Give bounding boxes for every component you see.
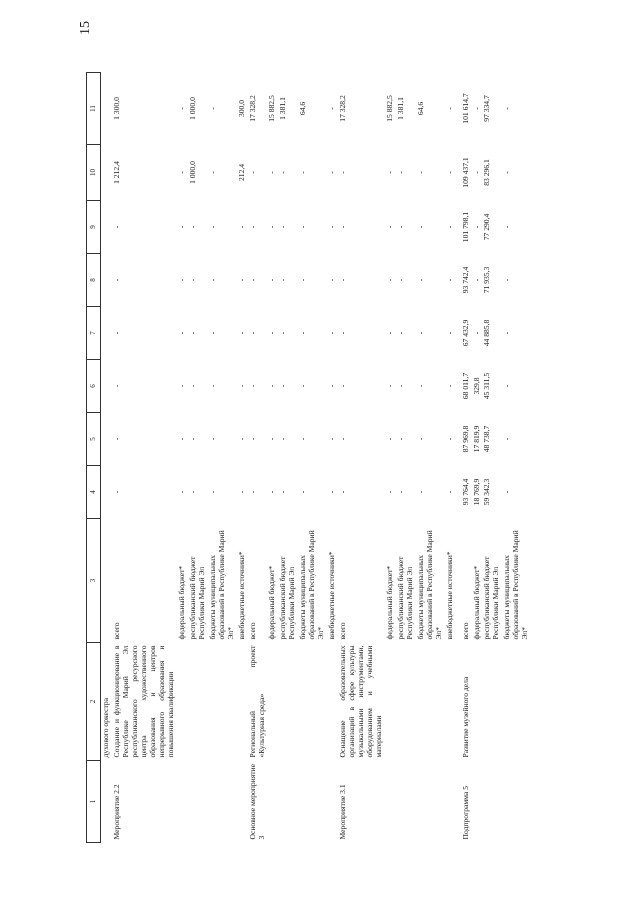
item-title-cell <box>385 643 396 761</box>
value-cell: - <box>415 437 425 441</box>
funding-source-cell: федеральный бюджет* <box>471 565 481 640</box>
header-cell: 5 <box>87 413 101 466</box>
value-cell: - <box>444 331 454 335</box>
funding-source-cell: республиканский бюджет Республики Марий Эл <box>187 556 206 640</box>
value-cell: 15 882,5 <box>267 95 277 122</box>
value-cell: - <box>187 490 197 494</box>
value-cell: - <box>384 490 394 494</box>
value-cell: - <box>444 278 454 282</box>
value-cell: - <box>176 107 186 110</box>
value-cell: - <box>415 225 425 229</box>
item-code-cell <box>472 761 483 843</box>
value-cell: - <box>278 171 288 174</box>
item-title-cell <box>267 643 278 761</box>
value-cell: - <box>444 107 454 110</box>
item-code-cell <box>445 761 456 843</box>
value-cell: - <box>327 107 337 110</box>
value-cell: - <box>207 107 217 110</box>
value-cell: - <box>327 278 337 282</box>
value-cell: - <box>278 437 288 441</box>
value-cell: - <box>298 278 308 282</box>
item-code-cell <box>101 761 112 843</box>
item-title-cell <box>278 643 298 761</box>
item-code-cell <box>267 761 278 843</box>
value-cell: - <box>327 171 337 174</box>
value-cell: - <box>207 278 217 282</box>
funding-source-cell: республиканский бюджет Республики Марий Эл <box>482 556 501 640</box>
value-cell: 17 819,9 <box>471 425 481 453</box>
value-cell: 44 885,8 <box>482 319 492 347</box>
value-cell: - <box>415 331 425 335</box>
value-cell <box>101 413 112 466</box>
value-cell: - <box>112 437 122 441</box>
value-cell: - <box>444 490 454 494</box>
value-cell: - <box>415 384 425 388</box>
funding-source-cell: республиканский бюджет Республики Марий Эл <box>395 556 414 640</box>
value-cell: 212,4 <box>236 163 246 182</box>
value-cell: - <box>471 331 481 335</box>
value-cell: 64,6 <box>415 101 425 116</box>
item-code-cell <box>278 761 298 843</box>
value-cell: - <box>278 225 288 229</box>
value-cell: 1 381,1 <box>395 97 405 120</box>
value-cell: - <box>502 437 512 441</box>
header-cell: 3 <box>87 519 101 643</box>
value-cell: - <box>247 384 257 388</box>
value-cell: 67 432,9 <box>460 319 470 347</box>
value-cell: - <box>471 107 481 110</box>
value-cell: - <box>267 171 277 174</box>
item-title-cell <box>396 643 416 761</box>
value-cell: 300,0 <box>236 99 246 118</box>
value-cell <box>101 360 112 413</box>
table-row <box>188 73 208 843</box>
value-cell: - <box>278 384 288 388</box>
value-cell: 97 334,7 <box>482 95 492 122</box>
item-code-cell: Мероприятие 3.1 <box>338 784 348 840</box>
funding-source-cell: бюджеты муниципальных образований в Республике Марий Эл* <box>502 530 530 640</box>
value-cell: - <box>247 225 257 229</box>
table-body <box>101 73 531 843</box>
item-code-cell: Подпрограмма 5 <box>460 786 470 840</box>
item-title-cell <box>416 643 445 761</box>
item-title-cell: духового оркестра <box>101 697 111 758</box>
value-cell: - <box>327 490 337 494</box>
value-cell: - <box>395 171 405 174</box>
value-cell: - <box>471 171 481 174</box>
table-row <box>385 73 396 843</box>
value-cell: 87 969,8 <box>460 425 470 453</box>
value-cell: - <box>338 437 348 441</box>
header-row <box>87 73 101 843</box>
value-cell: - <box>267 437 277 441</box>
value-cell: 101 798,1 <box>460 211 470 243</box>
table-row <box>237 73 248 843</box>
value-cell <box>101 254 112 307</box>
item-code-cell <box>327 761 338 843</box>
value-cell: 18 769,9 <box>471 478 481 506</box>
page-number: 15 <box>78 21 93 35</box>
value-cell: 1 381,1 <box>278 97 288 120</box>
value-cell: 17 328,2 <box>338 95 348 122</box>
value-cell: - <box>187 437 197 441</box>
funding-source-cell: федеральный бюджет* <box>176 565 186 640</box>
value-cell: 68 011,7 <box>460 372 470 400</box>
value-cell: - <box>327 384 337 388</box>
value-cell: - <box>384 437 394 441</box>
value-cell: - <box>338 490 348 494</box>
value-cell: - <box>327 225 337 229</box>
item-code-cell <box>482 761 502 843</box>
value-cell: - <box>236 384 246 388</box>
value-cell: - <box>444 437 454 441</box>
value-cell: - <box>395 225 405 229</box>
value-cell: - <box>176 225 186 229</box>
value-cell: - <box>502 171 512 174</box>
value-cell: 15 882,5 <box>384 95 394 122</box>
value-cell: 17 328,2 <box>247 95 257 122</box>
value-cell: - <box>384 331 394 335</box>
value-cell: 1 000,0 <box>187 97 197 120</box>
value-cell: - <box>207 437 217 441</box>
table-row <box>112 73 177 843</box>
value-cell: - <box>278 278 288 282</box>
value-cell: - <box>207 225 217 229</box>
value-cell: - <box>112 490 122 494</box>
value-cell: 59 342,3 <box>482 478 492 506</box>
value-cell: - <box>471 225 481 229</box>
value-cell: 77 290,4 <box>482 213 492 241</box>
value-cell: 101 614,7 <box>460 93 470 124</box>
value-cell: - <box>278 490 288 494</box>
value-cell: - <box>187 384 197 388</box>
table-row <box>396 73 416 843</box>
funding-source-cell: бюджеты муниципальных образований в Республике Марий Эл* <box>207 530 235 640</box>
value-cell: - <box>187 278 197 282</box>
table-row <box>267 73 278 843</box>
rotated-page <box>86 73 530 843</box>
item-code-cell: Основное мероприятие 3 <box>247 764 266 840</box>
value-cell <box>101 73 112 145</box>
item-title-cell <box>208 643 237 761</box>
value-cell: - <box>338 331 348 335</box>
value-cell: - <box>176 171 186 174</box>
funding-source-cell: всего <box>112 622 122 640</box>
value-cell: 71 935,3 <box>482 266 492 294</box>
header-cell: 9 <box>87 201 101 254</box>
value-cell: - <box>338 225 348 229</box>
value-cell: - <box>267 331 277 335</box>
value-cell: - <box>502 225 512 229</box>
value-cell: - <box>444 171 454 174</box>
value-cell: - <box>502 278 512 282</box>
funding-source-cell: федеральный бюджет* <box>267 565 277 640</box>
header-cell: 2 <box>87 643 101 761</box>
value-cell: - <box>236 278 246 282</box>
value-cell: 93 742,4 <box>460 266 470 294</box>
funding-source-cell: бюджеты муниципальных образований в Республике Марий Эл* <box>415 530 443 640</box>
value-cell: - <box>247 331 257 335</box>
value-cell: - <box>236 225 246 229</box>
value-cell: - <box>207 171 217 174</box>
value-cell: - <box>415 490 425 494</box>
value-cell: - <box>338 278 348 282</box>
header-cell: 1 <box>87 761 101 843</box>
value-cell: - <box>267 225 277 229</box>
value-cell: - <box>395 490 405 494</box>
item-title-cell <box>445 643 456 761</box>
value-cell <box>101 307 112 360</box>
table-row <box>248 73 268 843</box>
value-cell: 109 437,1 <box>460 157 470 188</box>
item-code-cell <box>396 761 416 843</box>
value-cell: - <box>267 278 277 282</box>
item-title-cell <box>188 643 208 761</box>
table-row <box>278 73 298 843</box>
value-cell: - <box>267 384 277 388</box>
value-cell: - <box>112 331 122 335</box>
value-cell: - <box>176 437 186 441</box>
item-title-cell <box>502 643 531 761</box>
value-cell: - <box>236 437 246 441</box>
table-row <box>482 73 502 843</box>
funding-source-cell: внебюджетные источники* <box>236 551 246 640</box>
value-cell: - <box>384 278 394 282</box>
header-cell: 10 <box>87 145 101 201</box>
header-cell: 7 <box>87 307 101 360</box>
item-title-cell: Региональный проект «Культурная среда» <box>247 645 266 758</box>
value-cell <box>101 145 112 201</box>
table-row <box>208 73 237 843</box>
item-title-cell <box>237 643 248 761</box>
item-code-cell <box>416 761 445 843</box>
value-cell: 1 212,4 <box>112 161 122 184</box>
value-cell: - <box>247 171 257 174</box>
item-title-cell <box>327 643 338 761</box>
value-cell: - <box>444 225 454 229</box>
value-cell: - <box>502 331 512 335</box>
value-cell: - <box>278 331 288 335</box>
value-cell: - <box>298 171 308 174</box>
header-cell: 8 <box>87 254 101 307</box>
header-cell: 6 <box>87 360 101 413</box>
value-cell: 45 311,5 <box>482 372 492 400</box>
item-code-cell <box>208 761 237 843</box>
value-cell: - <box>338 384 348 388</box>
item-code-cell: Мероприятие 2.2 <box>112 784 122 840</box>
value-cell: - <box>395 384 405 388</box>
item-title-cell: Развитие музейного дела <box>460 676 470 758</box>
table-row <box>416 73 445 843</box>
item-title-cell <box>472 643 483 761</box>
value-cell: - <box>207 384 217 388</box>
value-cell: - <box>247 490 257 494</box>
value-cell: - <box>187 331 197 335</box>
value-cell: - <box>298 384 308 388</box>
value-cell: - <box>207 490 217 494</box>
funding-source-cell: всего <box>460 622 470 640</box>
funding-source-cell: республиканский бюджет Республики Марий Эл <box>278 556 297 640</box>
value-cell: - <box>298 490 308 494</box>
item-code-cell <box>237 761 248 843</box>
funding-source-cell: всего <box>338 622 348 640</box>
budget-table <box>86 72 531 843</box>
value-cell: - <box>236 331 246 335</box>
item-title-cell <box>177 643 188 761</box>
item-code-cell <box>502 761 531 843</box>
value-cell: - <box>298 437 308 441</box>
value-cell: - <box>112 278 122 282</box>
value-cell: - <box>176 384 186 388</box>
value-cell: - <box>267 490 277 494</box>
value-cell: - <box>471 278 481 282</box>
funding-source-cell: внебюджетные источники* <box>327 551 337 640</box>
value-cell: 48 738,7 <box>482 425 492 453</box>
table-row <box>298 73 327 843</box>
table-row <box>338 73 385 843</box>
value-cell: - <box>502 384 512 388</box>
value-cell: 83 296,1 <box>482 159 492 186</box>
value-cell: - <box>444 384 454 388</box>
table-row <box>177 73 188 843</box>
table-row <box>327 73 338 843</box>
table-row <box>101 73 112 843</box>
value-cell: - <box>176 490 186 494</box>
table-row <box>502 73 531 843</box>
value-cell: - <box>384 171 394 174</box>
value-cell: - <box>415 278 425 282</box>
value-cell: - <box>395 278 405 282</box>
item-title-cell <box>482 643 502 761</box>
value-cell: - <box>187 225 197 229</box>
value-cell: - <box>247 437 257 441</box>
value-cell <box>101 466 112 519</box>
value-cell: - <box>236 490 246 494</box>
funding-source-cell <box>101 519 112 643</box>
value-cell <box>101 201 112 254</box>
item-title-cell: Оснащение образовательных организаций в сфере культуры музыкальными инструментами, оборудованием и учебными материалами <box>338 645 383 758</box>
value-cell: - <box>327 437 337 441</box>
item-code-cell <box>385 761 396 843</box>
value-cell: - <box>176 331 186 335</box>
value-cell: - <box>395 437 405 441</box>
value-cell: - <box>384 225 394 229</box>
value-cell: - <box>502 107 512 110</box>
value-cell: 1 300,0 <box>112 97 122 120</box>
value-cell: - <box>298 331 308 335</box>
funding-source-cell: всего <box>247 622 257 640</box>
value-cell: - <box>112 225 122 229</box>
value-cell: - <box>298 225 308 229</box>
item-title-cell <box>298 643 327 761</box>
value-cell: 64,6 <box>298 101 308 116</box>
header-cell: 11 <box>87 73 101 145</box>
value-cell: - <box>327 331 337 335</box>
value-cell: 1 000,0 <box>187 161 197 184</box>
value-cell: - <box>247 278 257 282</box>
value-cell: - <box>176 278 186 282</box>
table-row <box>445 73 456 843</box>
value-cell: 329,8 <box>471 377 481 395</box>
item-title-cell: Создание и функционирование в Республике Марий Эл республиканского ресурсного центра художественного образования и центров непрерывного образования и повышения квалификации <box>112 645 175 758</box>
header-cell: 4 <box>87 466 101 519</box>
value-cell: 93 764,4 <box>460 478 470 506</box>
item-code-cell <box>298 761 327 843</box>
value-cell: - <box>384 384 394 388</box>
value-cell: - <box>415 171 425 174</box>
value-cell: - <box>395 331 405 335</box>
funding-source-cell: бюджеты муниципальных образований в Республике Марий Эл* <box>298 530 326 640</box>
value-cell: - <box>207 331 217 335</box>
value-cell: - <box>112 384 122 388</box>
table-row <box>456 73 472 843</box>
item-code-cell <box>177 761 188 843</box>
value-cell: - <box>338 171 348 174</box>
value-cell: - <box>502 490 512 494</box>
funding-source-cell: федеральный бюджет* <box>384 565 394 640</box>
item-code-cell <box>188 761 208 843</box>
funding-source-cell: внебюджетные источники* <box>444 551 454 640</box>
table-row <box>472 73 483 843</box>
